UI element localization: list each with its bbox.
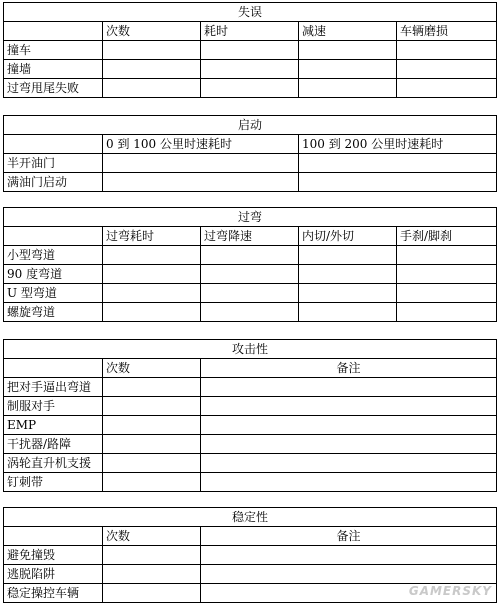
table-cell (201, 397, 497, 416)
table-row (4, 246, 497, 265)
section-title-aggression: 攻击性 (4, 340, 497, 359)
table-cell (103, 41, 201, 60)
row-label-drift-fail: 过弯甩尾失败 (4, 79, 103, 98)
section-title-stability: 稳定性 (4, 508, 497, 527)
table-row (4, 565, 497, 584)
table-cell (299, 173, 497, 192)
section-title-launch: 启动 (4, 116, 497, 135)
table-cell (201, 378, 497, 397)
table-launch (3, 115, 497, 192)
row-label-avoid-wreck: 避免撞毁 (4, 546, 103, 565)
table-row (4, 378, 497, 397)
table-cell (201, 60, 299, 79)
table-cell (397, 284, 497, 303)
row-label-turbo-helicopter: 涡轮直升机支援 (4, 454, 103, 473)
table-cell (397, 79, 497, 98)
header-blank-cell (4, 227, 103, 246)
table-cell (103, 397, 201, 416)
header-0-100-time: 0 到 100 公里时速耗时 (103, 135, 299, 154)
table-row (4, 397, 497, 416)
row-label-90-degree-corner: 90 度弯道 (4, 265, 103, 284)
row-label-full-throttle: 满油门启动 (4, 173, 103, 192)
table-cell (103, 378, 201, 397)
table-cell (103, 584, 201, 603)
table-cell (103, 154, 299, 173)
table-cell (201, 303, 299, 322)
table-row (4, 454, 497, 473)
row-label-u-turn: U 型弯道 (4, 284, 103, 303)
row-label-spiral-corner: 螺旋弯道 (4, 303, 103, 322)
table-cell (103, 565, 201, 584)
table-cell (201, 79, 299, 98)
table-cell (397, 41, 497, 60)
row-label-force-off-road: 把对手逼出弯道 (4, 378, 103, 397)
row-label-wall-hit: 撞墙 (4, 60, 103, 79)
table-cell (201, 565, 497, 584)
table-aggression (3, 339, 497, 492)
header-time-cost: 耗时 (201, 22, 299, 41)
table-row (4, 546, 497, 565)
table-mistakes (3, 2, 497, 98)
table-cell (103, 303, 201, 322)
table-cell (299, 303, 397, 322)
table-row (4, 79, 497, 98)
row-label-crash: 撞车 (4, 41, 103, 60)
table-row (4, 154, 497, 173)
row-label-small-corner: 小型弯道 (4, 246, 103, 265)
header-vehicle-wear: 车辆磨损 (397, 22, 497, 41)
header-blank-cell (4, 22, 103, 41)
table-row (4, 60, 497, 79)
table-cell (103, 79, 201, 98)
table-cell (201, 284, 299, 303)
table-cell (103, 60, 201, 79)
header-blank-cell (4, 135, 103, 154)
header-count: 次数 (103, 22, 201, 41)
table-cell (299, 60, 397, 79)
table-row (4, 265, 497, 284)
header-remarks: 备注 (201, 527, 497, 546)
header-count: 次数 (103, 359, 201, 378)
table-cell (103, 473, 201, 492)
table-cell (299, 154, 497, 173)
table-cell (397, 246, 497, 265)
row-label-takedown: 制服对手 (4, 397, 103, 416)
table-cell (103, 435, 201, 454)
table-cell (299, 284, 397, 303)
table-cell (103, 546, 201, 565)
header-blank-cell (4, 527, 103, 546)
header-corner-slowdown: 过弯降速 (201, 227, 299, 246)
table-cell (201, 246, 299, 265)
table-cell (299, 41, 397, 60)
header-100-200-time: 100 到 200 公里时速耗时 (299, 135, 497, 154)
table-cell (397, 265, 497, 284)
table-cell (201, 473, 497, 492)
table-cell (299, 265, 397, 284)
table-cell (103, 246, 201, 265)
header-hand-foot-brake: 手刹/脚刹 (397, 227, 497, 246)
section-title-cornering: 过弯 (4, 208, 497, 227)
table-cell (103, 284, 201, 303)
table-row (4, 303, 497, 322)
header-slowdown: 减速 (299, 22, 397, 41)
table-cornering (3, 207, 497, 322)
table-cell (201, 546, 497, 565)
table-cell (103, 416, 201, 435)
watermark-logo: GAMERSKY (408, 584, 492, 598)
table-cell (201, 454, 497, 473)
table-cell (103, 454, 201, 473)
header-corner-time: 过弯耗时 (103, 227, 201, 246)
table-cell (299, 79, 397, 98)
row-label-half-throttle: 半开油门 (4, 154, 103, 173)
row-label-escape-trap: 逃脱陷阱 (4, 565, 103, 584)
table-cell (103, 173, 299, 192)
row-label-spike-strip: 钉刺带 (4, 473, 103, 492)
table-cell (201, 41, 299, 60)
header-inside-outside: 内切/外切 (299, 227, 397, 246)
table-cell (397, 303, 497, 322)
table-cell (201, 435, 497, 454)
table-cell (397, 60, 497, 79)
table-cell (103, 265, 201, 284)
table-cell (201, 416, 497, 435)
table-row (4, 173, 497, 192)
table-row (4, 41, 497, 60)
row-label-emp: EMP (4, 416, 103, 435)
header-blank-cell (4, 359, 103, 378)
table-cell (299, 246, 397, 265)
table-row (4, 416, 497, 435)
header-count: 次数 (103, 527, 201, 546)
table-row (4, 284, 497, 303)
row-label-stable-control: 稳定操控车辆 (4, 584, 103, 603)
table-row (4, 435, 497, 454)
section-title-mistakes: 失误 (4, 3, 497, 22)
header-remarks: 备注 (201, 359, 497, 378)
row-label-jammer-roadblock: 干扰器/路障 (4, 435, 103, 454)
table-cell (201, 265, 299, 284)
table-row (4, 473, 497, 492)
